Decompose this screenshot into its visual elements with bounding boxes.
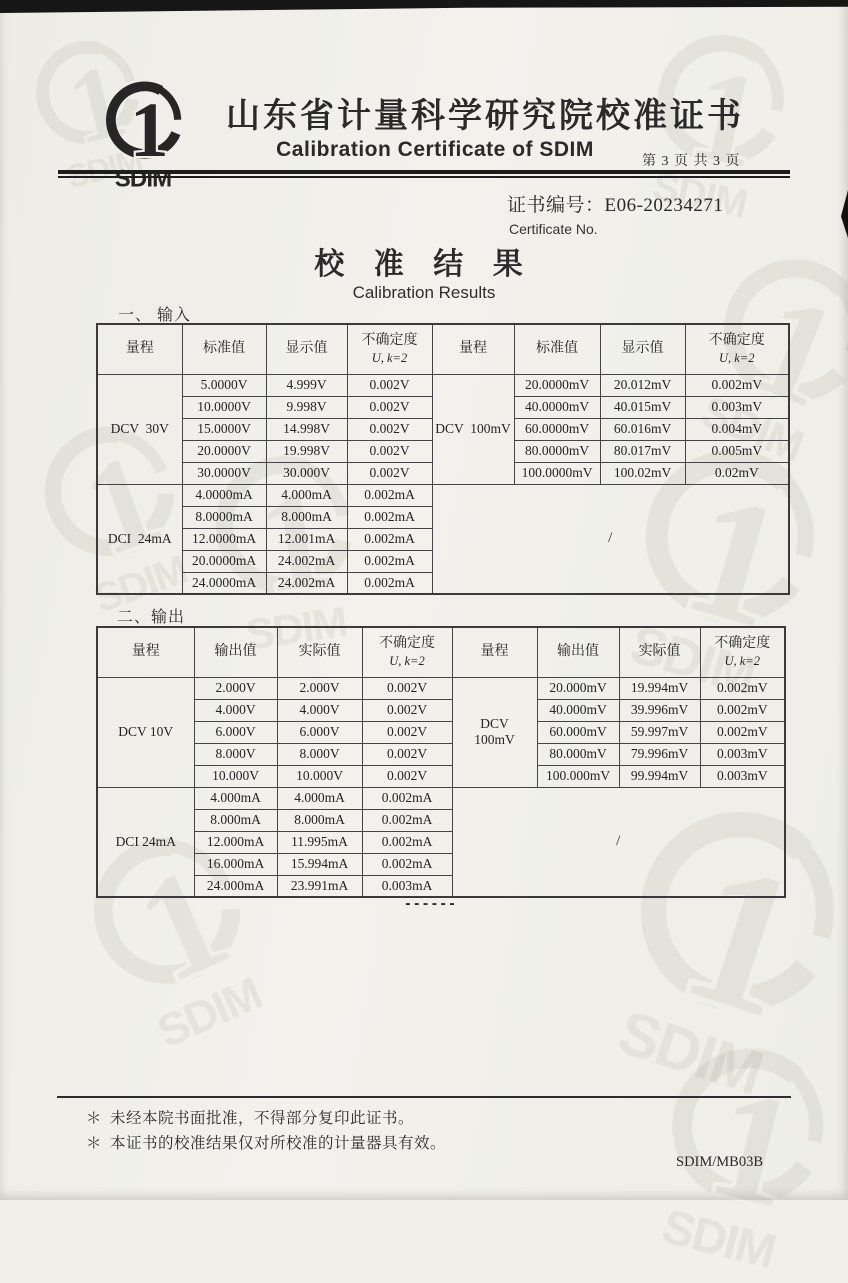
footer-divider: [57, 1096, 791, 1098]
display-value: 30.000V: [266, 462, 347, 484]
col-output: 输出值: [194, 627, 277, 677]
standard-value: 20.0000V: [182, 440, 266, 462]
output-value: 40.000mV: [537, 699, 619, 721]
output-value: 8.000V: [194, 743, 277, 765]
uncertainty-value: 0.002V: [362, 743, 452, 765]
uncertainty-value: 0.003mA: [362, 875, 452, 897]
actual-value: 59.997mV: [619, 721, 700, 743]
range-line2: 100mV: [474, 732, 515, 747]
header-divider: [58, 170, 790, 178]
range-label: DCV 100mV: [432, 374, 514, 484]
scan-edge-top: [0, 0, 848, 13]
display-value: 9.998V: [266, 396, 347, 418]
actual-value: 39.996mV: [619, 699, 700, 721]
uncertainty-sub: U, k=2: [371, 351, 408, 366]
output-table-header: [97, 627, 785, 677]
sdim-watermark-icon: [625, 1022, 848, 1283]
uncertainty-value: 0.002mA: [362, 787, 452, 809]
display-value: 60.016mV: [600, 418, 685, 440]
display-value: 4.999V: [266, 374, 347, 396]
standard-value: 60.0000mV: [514, 418, 600, 440]
standard-value: 80.0000mV: [514, 440, 600, 462]
uncertainty-value: 0.002mA: [347, 528, 432, 550]
col-standard: 标准值: [514, 324, 600, 374]
actual-value: 11.995mA: [277, 831, 362, 853]
output-value: 100.000mV: [537, 765, 619, 787]
standard-value: 15.0000V: [182, 418, 266, 440]
footer-note: [86, 1106, 414, 1128]
uncertainty-label: 不确定度: [361, 333, 418, 349]
actual-value: 23.991mA: [277, 875, 362, 897]
col-display: 显示值: [266, 324, 347, 374]
uncertainty-value: 0.004mV: [685, 418, 789, 440]
uncertainty-sub: U, k=2: [718, 351, 755, 366]
footer-note: [86, 1131, 446, 1153]
output-value: 60.000mV: [537, 721, 619, 743]
output-value: 2.000V: [194, 677, 277, 699]
output-value: 8.000mA: [194, 809, 277, 831]
uncertainty-label: 不确定度: [379, 636, 435, 652]
uncertainty-value: 0.003mV: [700, 743, 785, 765]
col-uncertainty: [700, 627, 785, 677]
range-label: DCI 24mA: [97, 484, 182, 594]
col-range: 量程: [97, 627, 194, 677]
uncertainty-value: 0.003mV: [685, 396, 789, 418]
display-value: 80.017mV: [600, 440, 685, 462]
uncertainty-sub: U, k=2: [389, 654, 425, 669]
actual-value: 6.000V: [277, 721, 362, 743]
table-row: [97, 743, 785, 765]
table-row: [97, 721, 785, 743]
uncertainty-value: 0.002V: [362, 699, 452, 721]
uncertainty-value: 0.002V: [347, 374, 432, 396]
display-value: 14.998V: [266, 418, 347, 440]
standard-value: 40.0000mV: [514, 396, 600, 418]
actual-value: 19.994mV: [619, 677, 700, 699]
uncertainty-value: 0.002V: [347, 440, 432, 462]
output-value: 12.000mA: [194, 831, 277, 853]
uncertainty-value: 0.005mV: [685, 440, 789, 462]
actual-value: 8.000mA: [277, 809, 362, 831]
table-row: [97, 677, 785, 699]
range-line1: DCV: [480, 716, 509, 732]
uncertainty-label: 不确定度: [714, 636, 771, 652]
col-actual: 实际值: [619, 627, 700, 677]
uncertainty-value: 0.002mA: [347, 550, 432, 572]
table-row: [97, 787, 785, 809]
display-value: 19.998V: [266, 440, 347, 462]
display-value: 4.000mA: [266, 484, 347, 506]
standard-value: 24.0000mA: [182, 572, 266, 594]
actual-value: 79.996mV: [619, 743, 700, 765]
col-uncertainty: [347, 324, 432, 374]
section-input-label: 一、 输入: [118, 307, 192, 324]
col-range: 量程: [97, 324, 182, 374]
standard-value: 30.0000V: [182, 462, 266, 484]
display-value: 40.015mV: [600, 396, 685, 418]
uncertainty-value: 0.002V: [347, 462, 432, 484]
note-text: 未经本院书面批准，不得部分复印此证书。: [110, 1110, 415, 1127]
range-label: [452, 677, 537, 787]
form-code: SDIM/MB03B: [676, 1154, 764, 1170]
output-value: 80.000mV: [537, 743, 619, 765]
asterisk-bullet: ＊: [86, 1135, 103, 1152]
uncertainty-value: 0.002mV: [685, 374, 789, 396]
standard-value: 20.0000mV: [514, 374, 600, 396]
standard-value: 12.0000mA: [182, 528, 266, 550]
col-uncertainty: [685, 324, 789, 374]
uncertainty-value: 0.002V: [362, 765, 452, 787]
range-label: DCI 24mA: [97, 787, 194, 897]
display-value: 8.000mA: [266, 506, 347, 528]
display-value: 24.002mA: [266, 550, 347, 572]
actual-value: 15.994mA: [277, 853, 362, 875]
certificate-number: 证书编号：E06-20234271: [507, 195, 724, 216]
actual-value: 4.000V: [277, 699, 362, 721]
section-output-label: 二、输出: [117, 609, 186, 626]
output-value: 6.000V: [194, 721, 277, 743]
uncertainty-value: 0.002mA: [347, 484, 432, 506]
output-value: 16.000mA: [194, 853, 277, 875]
table-row: [97, 699, 785, 721]
standard-value: 20.0000mA: [182, 550, 266, 572]
uncertainty-value: 0.002mA: [362, 809, 452, 831]
table-row: [97, 484, 789, 506]
institute-title-en: Calibration Certificate of SDIM: [276, 138, 594, 161]
output-value: 24.000mA: [194, 875, 277, 897]
col-range: 量程: [432, 324, 514, 374]
output-value: 4.000mA: [194, 787, 277, 809]
col-actual: 实际值: [277, 627, 362, 677]
asterisk-bullet: ＊: [86, 1110, 103, 1127]
certificate-number-label-en: Certificate No.: [509, 221, 598, 237]
end-of-results-mark: ------: [404, 897, 457, 912]
uncertainty-value: 0.002mV: [700, 699, 785, 721]
table-row: [97, 374, 789, 396]
actual-value: 2.000V: [277, 677, 362, 699]
uncertainty-value: 0.002V: [362, 721, 452, 743]
col-standard: 标准值: [182, 324, 266, 374]
display-value: 100.02mV: [600, 462, 685, 484]
uncertainty-sub: U, k=2: [724, 654, 760, 669]
output-value: 4.000V: [194, 699, 277, 721]
standard-value: 10.0000V: [182, 396, 266, 418]
display-value: 24.002mA: [266, 572, 347, 594]
uncertainty-value: 0.002V: [347, 418, 432, 440]
uncertainty-value: 0.002mV: [700, 721, 785, 743]
results-title-zh: 校 准 结 果: [314, 248, 534, 281]
uncertainty-value: 0.002mA: [362, 853, 452, 875]
actual-value: 8.000V: [277, 743, 362, 765]
uncertainty-value: 0.002V: [347, 396, 432, 418]
standard-value: 5.0000V: [182, 374, 266, 396]
uncertainty-value: 0.003mV: [700, 765, 785, 787]
results-title-en: Calibration Results: [352, 283, 496, 302]
uncertainty-value: 0.02mV: [685, 462, 789, 484]
table-row: [97, 765, 785, 787]
actual-value: 10.000V: [277, 765, 362, 787]
standard-value: 4.0000mA: [182, 484, 266, 506]
actual-value: 4.000mA: [277, 787, 362, 809]
institute-title-zh: 山东省计量科学研究院校准证书: [226, 98, 744, 135]
uncertainty-value: 0.002mA: [347, 572, 432, 594]
uncertainty-label: 不确定度: [708, 333, 765, 349]
not-applicable-cell: /: [452, 787, 785, 897]
uncertainty-value: 0.002mA: [362, 831, 452, 853]
display-value: 20.012mV: [600, 374, 685, 396]
uncertainty-value: 0.002V: [362, 677, 452, 699]
page-number: 第 3 页 共 3 页: [642, 154, 741, 169]
note-text: 本证书的校准结果仅对所校准的计量器具有效。: [110, 1135, 447, 1152]
col-range: 量程: [452, 627, 537, 677]
range-label: DCV 10V: [97, 677, 194, 787]
actual-value: 99.994mV: [619, 765, 700, 787]
output-table: [96, 626, 786, 898]
uncertainty-value: 0.002mA: [347, 506, 432, 528]
uncertainty-value: 0.002mV: [700, 677, 785, 699]
input-table: [96, 323, 790, 595]
not-applicable-cell: /: [432, 484, 789, 594]
output-value: 10.000V: [194, 765, 277, 787]
scan-artifact-right: [841, 190, 848, 238]
standard-value: 100.0000mV: [514, 462, 600, 484]
range-label: DCV 30V: [97, 374, 182, 484]
standard-value: 8.0000mA: [182, 506, 266, 528]
col-uncertainty: [362, 627, 452, 677]
col-display: 显示值: [600, 324, 685, 374]
col-output: 输出值: [537, 627, 619, 677]
display-value: 12.001mA: [266, 528, 347, 550]
input-table-header: [97, 324, 789, 374]
output-value: 20.000mV: [537, 677, 619, 699]
